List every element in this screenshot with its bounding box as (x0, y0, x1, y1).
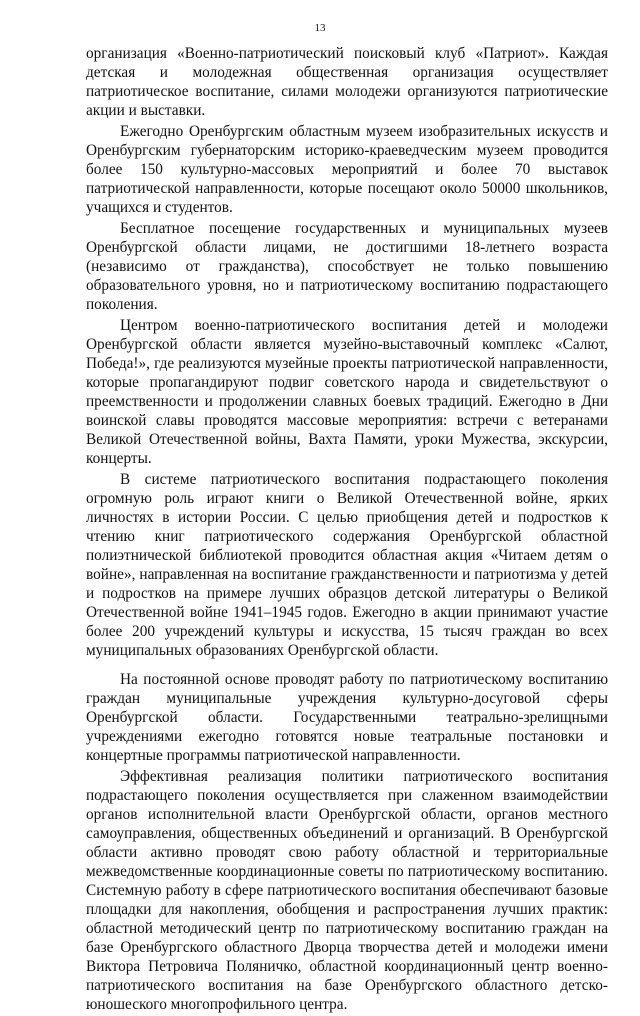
paragraph-free-museum-visits: Бесплатное посещение государственных и муниципальных музеев Оренбургской области лицами, не достигшими 18-летнего возраста (независимо от гражданства), способствует не только повышению образовательного уровня, но и патриотическому воспитанию подрастающего поколения. (86, 220, 608, 313)
paragraph-continuation: организация «Военно-патриотический поисковый клуб «Патриот». Каждая детская и молодежная общественная организация осуществляет патриотическое воспитание, силами молодежи организуются патриотические акции и выставки. (86, 45, 608, 119)
paragraph-museums-events: Ежегодно Оренбургским областным музеем изобразительных искусств и Оренбургским губернаторским историко-краеведческим музеем проводится более 150 культурно-массовых мероприятий и более 70 выставок патриотической направленности, которые посещают около 50000 школьников, учащихся и студентов. (86, 123, 608, 216)
document-body (86, 44, 608, 1016)
paragraph-policy-coordination: Эффективная реализация политики патриотического воспитания подрастающего поколения осуществляется при слаженном взаимодействии органов исполнительной власти Оренбургской области, органов местного самоуправления, общественных объединений и организаций. В Оренбургской области активно проводят свою работу областной и территориальные межведомственные координационные советы по патриотическому воспитанию. Системную работу в сфере патриотического воспитания обеспечивают базовые площадки для накопления, обобщения и распространения лучших практик: областной методический центр по патриотическому воспитанию граждан на базе Оренбургского областного Дворца творчества детей и молодежи имени Виктора Петровича Поляничко, областной координационный центр военно-патриотического воспитания на базе Оренбургского областного детско-юношеского многопрофильного центра. (86, 768, 608, 1013)
paragraph-salute-victory-complex: Центром военно-патриотического воспитания детей и молодежи Оренбургской области является музейно-выставочный комплекс «Салют, Победа!», где реализуются музейные проекты патриотической направленности, которые пропагандируют подвиг советского народа и свидетельствуют о преемственности и продолжении славных боевых традиций. Ежегодно в Дни воинской славы проводятся массовые мероприятия: встречи с ветеранами Великой Отечественной войны, Вахта Памяти, уроки Мужества, экскурсии, концерты. (86, 317, 608, 467)
page-number: 13 (314, 22, 326, 34)
paragraph-cultural-institutions: На постоянной основе проводят работу по патриотическому воспитанию граждан муниципальные учреждения культурно-досуговой сферы Оренбургской области. Государственными театрально-зрелищными учреждениями ежегодно готовятся новые театральные постановки и концертные программы патриотической направленности. (86, 671, 608, 764)
paragraph-books-reading-campaign: В системе патриотического воспитания подрастающего поколения огромную роль играют книги о Великой Отечественной войне, ярких личностях в истории России. С целью приобщения детей и подростков к чтению книг патриотического содержания Оренбургской областной полиэтнической библиотекой проводится областная акция «Читаем детям о войне», направленная на воспитание гражданственности и патриотизма у детей и подростков на примере лучших образцов детской литературы о Великой Отечественной войне 1941–1945 годов. Ежегодно в акции принимают участие более 200 учреждений культуры и искусства, 15 тысяч граждан во всех муниципальных образованиях Оренбургской области. (86, 471, 608, 659)
